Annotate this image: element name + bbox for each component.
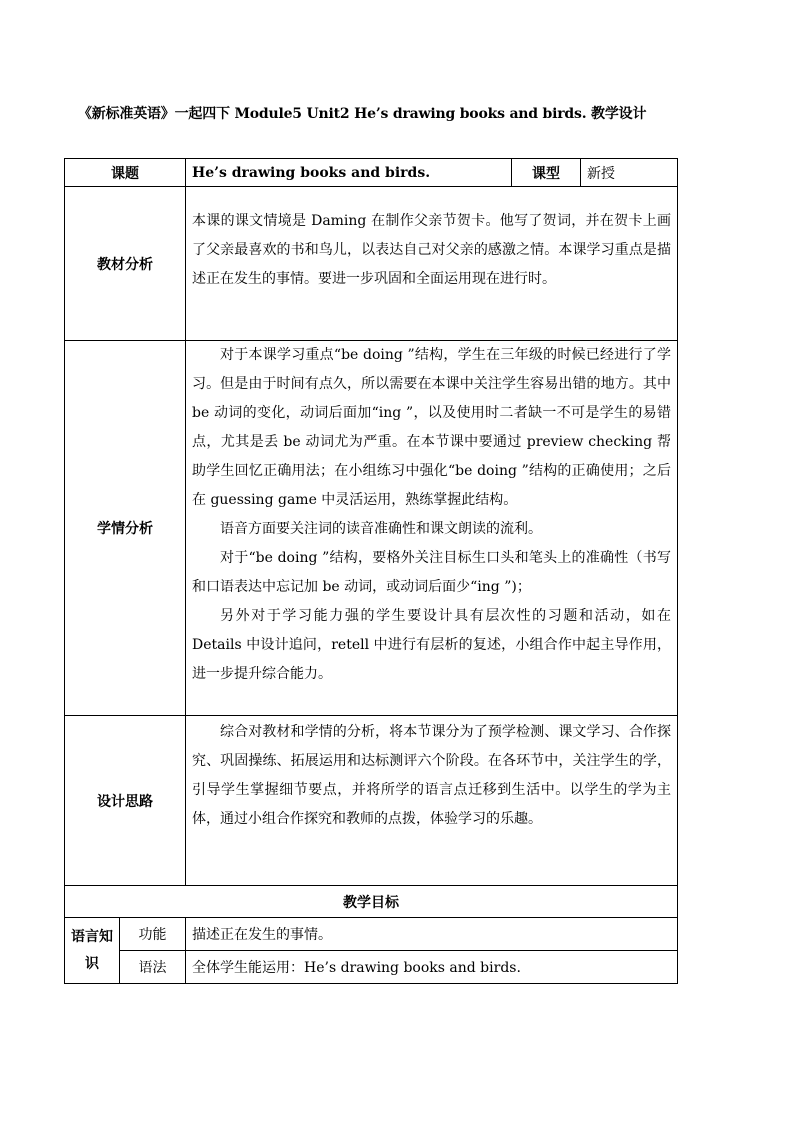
- topic-row: [65, 159, 678, 187]
- student-analysis-row: [65, 341, 678, 716]
- objective-grammar-row: [65, 951, 678, 984]
- language-knowledge-label: 语言知识: [65, 918, 120, 984]
- student-analysis-label: 学情分析: [65, 341, 186, 716]
- lesson-plan-table: [64, 158, 678, 984]
- objective-grammar-label: 语法: [120, 951, 186, 984]
- objective-function-row: [65, 918, 678, 951]
- student-analysis-paragraph: 另外对于学习能力强的学生要设计具有层次性的习题和活动，如在 Details 中设计追问，retell 中进行有层析的复述，小组合作中起主导作用，进一步提升综合能力。: [192, 608, 671, 682]
- lesson-type-label: 课型: [512, 159, 581, 187]
- textbook-analysis-text: 本课的课文情境是 Daming 在制作父亲节贺卡。他写了贺词，并在贺卡上画了父亲最喜欢的书和鸟儿，以表达自己对父亲的感激之情。本课学习重点是描述正在发生的事情。要进一步巩固和全面运用现在进行时。: [192, 213, 671, 287]
- topic-value: He’s drawing books and birds.: [186, 159, 512, 187]
- objective-grammar-value: 全体学生能运用：He’s drawing books and birds.: [186, 951, 678, 984]
- textbook-analysis-row: [65, 187, 678, 341]
- textbook-analysis-label: 教材分析: [65, 187, 186, 341]
- document-title: 《新标准英语》一起四下 Module5 Unit2 He’s drawing books and birds. 教学设计: [78, 106, 647, 122]
- design-idea-label: 设计思路: [65, 716, 186, 886]
- objectives-header: 教学目标: [65, 886, 678, 918]
- design-idea-row: [65, 716, 678, 886]
- objectives-header-row: [65, 886, 678, 918]
- textbook-analysis-cell: [186, 187, 678, 341]
- student-analysis-paragraph: 对于“be doing ”结构，要格外关注目标生口头和笔头上的准确性（书写和口语表达中忘记加 be 动词，或动词后面少“ing ”)；: [192, 550, 671, 595]
- topic-label: 课题: [65, 159, 186, 187]
- lesson-type-value: 新授: [581, 159, 678, 187]
- design-idea-text: 综合对教材和学情的分析，将本节课分为了预学检测、课文学习、合作探究、巩固操练、拓展运用和达标测评六个阶段。在各环节中，关注学生的学，引导学生掌握细节要点，并将所学的语言点迁移到生活中。以学生的学为主体，通过小组合作探究和教师的点拨，体验学习的乐趣。: [192, 724, 671, 827]
- design-idea-cell: [186, 716, 678, 886]
- student-analysis-paragraph: 对于本课学习重点“be doing ”结构，学生在三年级的时候已经进行了学习。但是由于时间有点久，所以需要在本课中关注学生容易出错的地方。其中 be 动词的变化，动词后面加“ing ”，以及使用时二者缺一不可是学生的易错点，尤其是丢 be 动词尤为严重。在本节课中要通过 preview checking 帮助学生回忆正确用法；在小组练习中强化“be doing ”结构的正确使用；之后在 guessing game 中灵活运用，熟练掌握此结构。: [192, 347, 671, 508]
- student-analysis-cell: [186, 341, 678, 716]
- objective-function-label: 功能: [120, 918, 186, 951]
- student-analysis-paragraph: 语音方面要关注词的读音准确性和课文朗读的流利。: [220, 521, 542, 537]
- objective-function-value: 描述正在发生的事情。: [186, 918, 678, 951]
